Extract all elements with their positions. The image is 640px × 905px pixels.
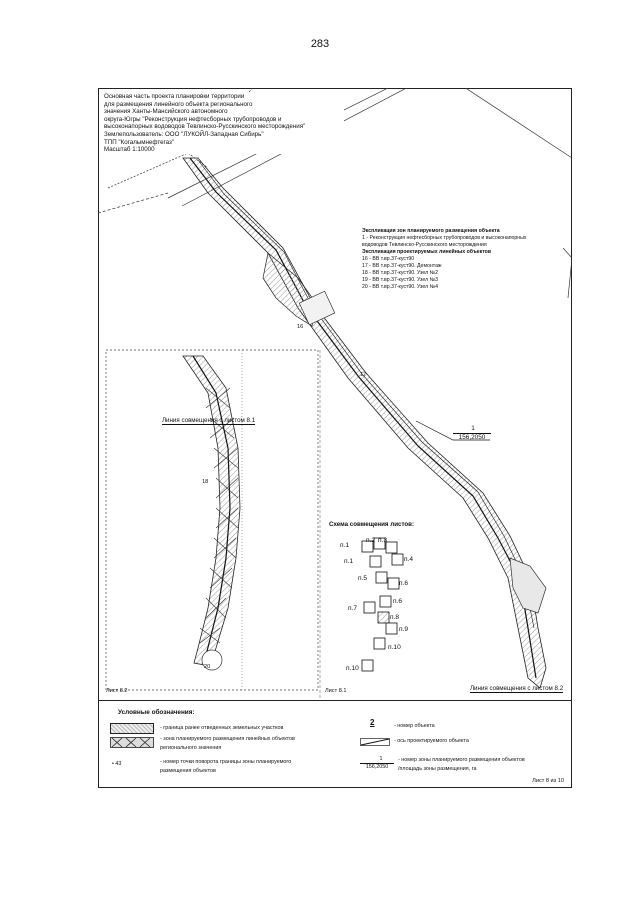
zone-number: 1 [471, 425, 475, 432]
map-area [98, 88, 572, 700]
legend-item-zone-line2: регионального значения [160, 745, 222, 751]
legend-item-turn-point-line2: размещения объектов [160, 768, 216, 774]
object-item: 18 - ВВ т.вр.37-куст90. Узел №2 [362, 270, 439, 276]
map-point-number: 17 [360, 372, 367, 378]
combination-line-8-2: Линия совмещения с листом 8.2 [470, 685, 564, 692]
scheme-sheet-4 [392, 554, 403, 565]
zones-line: 1 - Реконструкция нефтесборных трубопроводов и высоконапорных [362, 235, 527, 241]
object-item: 20 - ВВ т.вр.37-куст90. Узел №4 [362, 284, 439, 290]
legend-item-land-plots: - граница ранее отведенных земельных участков [160, 725, 284, 731]
legend-zone-area-sample: 156,2050 [360, 763, 394, 771]
scheme-sheet-9 [386, 623, 397, 634]
zones-line: водоводов Тевлинско-Русскинского месторождения [362, 242, 487, 248]
zones-heading: Экспликация зон планируемого размещения объекта [362, 228, 500, 234]
legend-axis-sample [360, 737, 390, 747]
scheme-label: п.3 [378, 537, 388, 544]
legend [98, 700, 572, 789]
scheme-label: п.7 [348, 605, 358, 612]
scheme-sheet-1b [370, 556, 381, 567]
title-line: значения Ханты-Мансийского автономного [104, 108, 228, 116]
legend-item-axis: - ось проектируемого объекта [394, 738, 469, 744]
object-item: 17 - ВВ т.вр.37-куст90. Демонтаж [362, 263, 442, 269]
map-point-number: 16 [297, 324, 304, 330]
scheme-label: п.6 [399, 580, 409, 587]
scheme-label: п.10 [388, 644, 401, 651]
title-line: для размещения линейного объекта регионального [104, 100, 253, 108]
legend-turn-point-symbol [112, 761, 121, 768]
scheme-sheet-10 [374, 638, 385, 649]
scheme-label: п.2 [366, 537, 376, 544]
map-point-number: 18 [202, 479, 209, 485]
scheme-label: п.8 [390, 614, 400, 621]
zone-area: 156,2050 [453, 433, 491, 441]
scheme-sheet-3 [386, 542, 397, 553]
scheme-label: п.4 [404, 556, 414, 563]
object-item: 19 - ВВ т.вр.37-куст90. Узел №3 [362, 277, 439, 283]
scheme-label: п.6 [393, 598, 403, 605]
page-number: 283 [310, 38, 330, 50]
legend-zone-sample [110, 737, 154, 748]
legend-item-zone-line1: - зона планируемого размещения линейных объектов [160, 736, 295, 742]
title-line: Масштаб 1:10000 [104, 146, 155, 154]
legend-item-zone-number-line2: /площадь зоны размещения, га [398, 766, 477, 772]
explication [362, 228, 567, 291]
scheme-title: Схема совмещения листов: [329, 521, 415, 528]
combination-line-8-1: Линия совмещения с листом 8.1 [162, 417, 256, 424]
dot-icon: • [112, 761, 114, 767]
title-line: Основная часть проекта планировки территории [104, 93, 245, 100]
scheme-label: п.1 [344, 558, 354, 565]
sheet-8-2-label: Лист 8.2 [106, 688, 128, 694]
legend-item-object-number: - номер объекта [394, 723, 435, 729]
title-line: высоконапорных водоводов Тевлинско-Русскинского месторождения" [104, 123, 306, 131]
scheme-sheet-6b [380, 596, 391, 607]
scheme-sheet-8 [378, 612, 389, 623]
legend-zone-number-sample: 1 [379, 756, 383, 762]
sheet-8-1-label: Лист 8.1 [325, 688, 347, 694]
scheme-label: п.10 [346, 665, 359, 672]
scheme-label: п.1 [340, 542, 350, 549]
scheme-label: п.9 [399, 626, 409, 633]
objects-heading: Экспликация проектируемых линейных объектов [362, 249, 492, 255]
legend-item-turn-point-line1: - номер точки поворота границы зоны планируемого [160, 759, 292, 765]
legend-turn-point-number: 43 [115, 761, 122, 767]
map-drawing [98, 88, 572, 700]
title-block [104, 93, 344, 154]
sheet-count: Лист 8 из 10 [532, 778, 564, 784]
scheme-label: п.5 [358, 575, 368, 582]
object-item: 16 - ВВ т.вр.37-куст90 [362, 256, 415, 262]
legend-title: Условные обозначения: [118, 709, 195, 716]
scheme-sheet-10b [362, 660, 373, 671]
title-line: округа-Югры "Реконструкция нефтесборных трубопроводов и [104, 115, 282, 123]
legend-object-number-symbol: 2 [370, 718, 375, 727]
title-line: Землепользователь: ООО "ЛУКОЙЛ-Западная Сибирь" [104, 130, 264, 138]
legend-item-zone-number-line1: - номер зоны планируемого размещения объектов [398, 757, 525, 763]
title-line: ТПП "Когалымнефтегаз" [104, 138, 175, 146]
scheme-sheet-7 [364, 602, 375, 613]
legend-land-plot-sample [110, 723, 154, 734]
scheme-sheet-6 [388, 578, 399, 589]
road-edge-6 [98, 193, 168, 213]
map-point-number: 20 [204, 664, 211, 670]
scheme-sheet-5 [376, 572, 387, 583]
road-edge-5 [458, 88, 572, 158]
